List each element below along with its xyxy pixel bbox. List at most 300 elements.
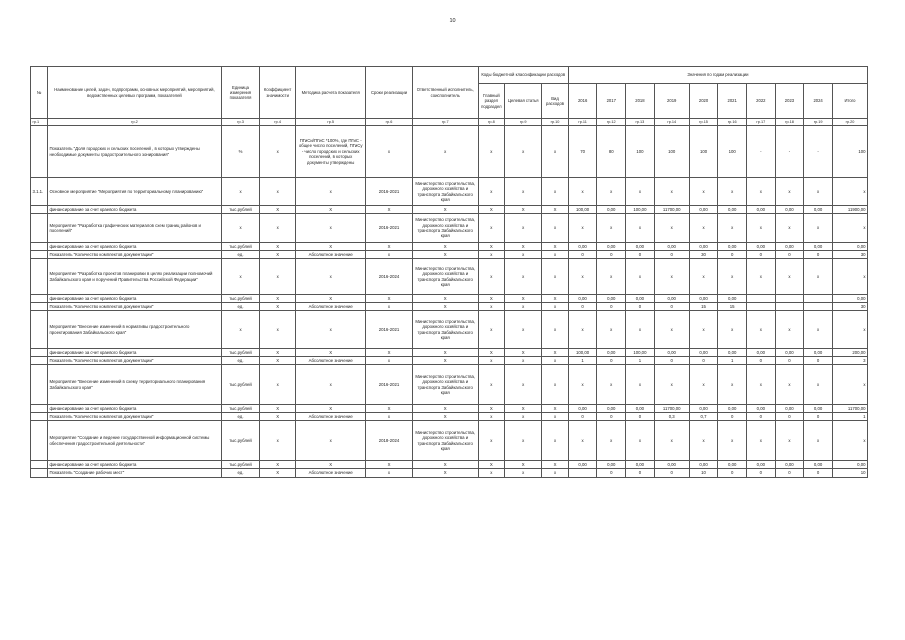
table-row [31,206,868,214]
table-cell: х [626,178,655,206]
table-cell: Х [366,405,413,413]
table-cell: х [478,365,505,405]
column-number-row [31,119,868,126]
table-cell: Х [296,243,366,251]
table-cell: - [775,126,804,178]
table-cell: тыс.рублей [221,243,259,251]
table-cell: 2016-2021 [366,178,413,206]
table-cell: Х [366,243,413,251]
table-cell: Х [296,349,366,357]
table-cell: х [626,421,655,461]
table-cell: х [689,178,718,206]
table-cell: 11700,00 [832,405,867,413]
row-name-cell: Показатель "Количество комплектов документации" [47,413,221,421]
table-cell: Х [505,295,542,303]
column-number-cell: гр.19 [804,119,833,126]
table-cell: 0,00 [718,295,747,303]
table-cell: 0,00 [775,461,804,469]
table-cell: 0 [718,251,747,259]
table-cell: х [775,421,804,461]
table-cell: 0,00 [597,461,626,469]
table-cell: 0,00 [747,349,776,357]
table-cell: 0,00 [775,405,804,413]
table-cell: х [366,251,413,259]
column-number-cell: гр.17 [747,119,776,126]
row-name-cell: Показатель "Количество комплектов документации" [47,357,221,365]
table-cell: 0,00 [689,206,718,214]
table-cell: 0,00 [747,243,776,251]
table-cell: ед. [221,303,259,311]
table-cell: Х [412,405,478,413]
table-cell: 0,00 [626,405,655,413]
row-name-cell: Мероприятие "Внесение изменений в нормативы градостроительного проектирования Забайкальского края" [47,311,221,349]
table-cell: х [626,311,655,349]
table-cell: Х [505,461,542,469]
row-name-cell: Показатель "Создание рабочих мест" [47,469,221,478]
table-cell [31,251,48,259]
column-number-cell: гр.13 [626,119,655,126]
header-year: 2017 [597,84,626,119]
table-cell: х [689,421,718,461]
table-row [31,421,868,461]
table-cell: х [718,421,747,461]
table-cell: х [568,178,597,206]
table-cell: х [718,311,747,349]
table-cell: х [366,357,413,365]
table-cell: Х [366,461,413,469]
table-cell: х [542,365,569,405]
table-cell: 3 [832,357,867,365]
table-cell: 0 [626,251,655,259]
table-cell: 0,00 [718,206,747,214]
row-name-cell: Основное мероприятие "Мероприятия по территориальному планированию" [47,178,221,206]
table-cell: х [260,126,296,178]
table-cell: Х [260,303,296,311]
table-cell: 0 [654,357,689,365]
table-cell: 0,00 [718,243,747,251]
table-row [31,357,868,365]
table-row [31,259,868,295]
row-name-cell: Показатель "Доля городских и сельских поселений , в которых утверждены необходимые документы градостроительного зонирования" [47,126,221,178]
table-row [31,469,868,478]
table-cell: х [478,311,505,349]
table-cell: х [804,311,833,349]
column-number-cell: гр.18 [775,119,804,126]
table-cell: Х [260,243,296,251]
table-cell: Х [412,349,478,357]
table-cell: х [804,214,833,243]
table-cell: 0,00 [626,243,655,251]
table-cell: 0,00 [626,461,655,469]
header-coefficient: Коэффициент значимости [260,67,296,119]
table-cell: 0,00 [832,461,867,469]
table-cell: тыс.рублей [221,421,259,461]
table-cell: х [260,311,296,349]
header-year: 2021 [718,84,747,119]
table-cell: Абсолютное значение [296,413,366,421]
table-cell: 0,00 [568,461,597,469]
table-cell: Абсолютное значение [296,469,366,478]
table-cell: Министерство строительства, дорожного хозяйства и транспорта Забайкальского края [412,178,478,206]
table-cell: 0 [804,469,833,478]
table-cell: Х [296,295,366,303]
table-cell: х [747,365,776,405]
table-cell: х [832,214,867,243]
table-cell: х [478,126,505,178]
table-cell: 0 [597,469,626,478]
table-cell: тыс.рублей [221,206,259,214]
header-year: 2024 [804,84,833,119]
table-cell: х [689,311,718,349]
table-cell: 0,00 [568,243,597,251]
table-cell: 11700,00 [654,405,689,413]
table-cell [804,303,833,311]
table-cell: Х [260,461,296,469]
table-cell: х [260,214,296,243]
table-row [31,214,868,243]
table-cell: 0,00 [747,405,776,413]
table-cell: ед. [221,357,259,365]
header-kbk-type: Вид расходов [542,84,569,119]
table-cell: х [626,214,655,243]
table-cell: 0 [775,357,804,365]
table-cell: 1 [832,413,867,421]
table-cell: х [832,421,867,461]
table-cell: 2016-2021 [366,365,413,405]
table-cell: 100 [689,126,718,178]
table-cell: Министерство строительства, дорожного хозяйства и транспорта Забайкальского края [412,421,478,461]
table-cell: х [689,365,718,405]
table-cell: 0,00 [832,295,867,303]
column-number-cell: гр.15 [689,119,718,126]
table-cell: х [542,469,569,478]
table-cell: х [478,303,505,311]
table-cell: х [804,178,833,206]
table-cell: 0 [568,303,597,311]
table-cell: х [505,178,542,206]
table-cell: Х [542,243,569,251]
table-cell: Х [296,206,366,214]
table-cell: х [505,421,542,461]
table-cell [31,214,48,243]
table-cell: Х [366,206,413,214]
table-cell: х [568,214,597,243]
row-name-cell: Мероприятие "Разработка проектов планировки в целях реализации полномочий Забайкальского края и поручений Правительства Российской Федерации" [47,259,221,295]
table-cell: 0,00 [654,349,689,357]
table-cell: Х [412,295,478,303]
table-cell: х [832,259,867,295]
table-cell: 100 [832,126,867,178]
table-cell: Х [260,295,296,303]
table-row [31,243,868,251]
table-cell: 0,00 [689,405,718,413]
table-cell: 0 [804,251,833,259]
table-cell: 100 [626,126,655,178]
table-cell: х [542,357,569,365]
table-body [31,126,868,478]
table-cell: х [260,259,296,295]
table-cell: Х [478,243,505,251]
table-cell: Х [412,461,478,469]
table-cell: 11700,00 [654,206,689,214]
table-row [31,405,868,413]
table-cell [31,421,48,461]
table-cell: 0 [597,251,626,259]
table-cell: х [654,421,689,461]
table-row [31,413,868,421]
table-cell: 10 [689,469,718,478]
table-cell: Абсолютное значение [296,303,366,311]
table-cell: х [478,259,505,295]
table-cell: 1 [718,357,747,365]
table-cell: х [775,311,804,349]
column-number-cell: гр.20 [832,119,867,126]
header-year: 2022 [747,84,776,119]
table-cell: 0,00 [597,349,626,357]
table-cell: 0 [568,413,597,421]
table-cell: х [654,214,689,243]
table-cell: 100,00 [568,349,597,357]
table-cell: х [804,365,833,405]
table-cell: 0 [747,357,776,365]
table-cell: Х [412,303,478,311]
table-cell: х [478,357,505,365]
table-cell: 0,00 [804,461,833,469]
table-cell: х [478,178,505,206]
column-number-cell: гр.4 [260,119,296,126]
table-cell: х [626,365,655,405]
table-cell [775,303,804,311]
table-cell: х [654,178,689,206]
table-cell: 70 [568,126,597,178]
table-cell: х [296,214,366,243]
table-cell: х [366,303,413,311]
table-cell: 0 [747,251,776,259]
table-cell: х [718,214,747,243]
table-cell [31,365,48,405]
row-name-cell: финансирование за счет краевого бюджета [47,405,221,413]
table-cell: Х [260,206,296,214]
table-cell: Х [260,357,296,365]
table-cell: х [221,311,259,349]
table-cell: Х [296,461,366,469]
table-row [31,461,868,469]
table-cell: 0 [626,303,655,311]
column-number-cell: гр.9 [505,119,542,126]
row-name-cell: финансирование за счет краевого бюджета [47,461,221,469]
table-cell: Х [478,405,505,413]
table-cell: х [221,214,259,243]
table-cell: Министерство строительства, дорожного хозяйства и транспорта Забайкальского края [412,365,478,405]
table-cell: Х [296,405,366,413]
table-cell: 30 [689,251,718,259]
header-total: Итого [832,84,867,119]
table-cell: х [366,469,413,478]
column-number-cell: гр.7 [412,119,478,126]
table-cell: 0,00 [597,206,626,214]
table-cell: 0,00 [597,243,626,251]
table-cell: 0 [626,469,655,478]
table-cell: Х [542,405,569,413]
table-cell: 0,00 [747,461,776,469]
table-cell: 2016-2024 [366,259,413,295]
table-cell: Х [412,243,478,251]
table-cell: х [542,259,569,295]
table-cell: 80 [597,126,626,178]
page-number: 10 [449,18,456,24]
column-number-cell: гр.8 [478,119,505,126]
table-cell: 100 [654,126,689,178]
table-cell: х [568,311,597,349]
table-cell: Х [505,243,542,251]
table-cell: 0 [775,251,804,259]
column-number-cell: гр.16 [718,119,747,126]
table-cell: 0 [747,413,776,421]
table-cell: х [718,178,747,206]
table-cell: х [542,126,569,178]
table-cell: тыс.рублей [221,461,259,469]
table-cell: 0,00 [654,243,689,251]
table-cell: - [804,126,833,178]
table-cell: 0,00 [689,349,718,357]
table-cell: х [718,365,747,405]
table-cell: х [296,178,366,206]
table-row [31,303,868,311]
table-cell: х [505,214,542,243]
table-cell: Министерство строительства, дорожного хозяйства и транспорта Забайкальского края [412,214,478,243]
table-cell: 0 [654,251,689,259]
table-cell: х [221,178,259,206]
table-cell: 0 [597,413,626,421]
table-cell: 100 [718,126,747,178]
row-name-cell: финансирование за счет краевого бюджета [47,295,221,303]
table-cell [31,405,48,413]
row-name-cell: финансирование за счет краевого бюджета [47,243,221,251]
table-cell: тыс.рублей [221,365,259,405]
table-cell: 3.1.1. [31,178,48,206]
header-year: 2023 [775,84,804,119]
table-cell: 0,00 [804,405,833,413]
table-cell: Х [260,405,296,413]
table-cell: 1 [568,357,597,365]
table-cell: х [654,365,689,405]
table-cell: 0,00 [718,461,747,469]
table-cell: х [296,259,366,295]
table-cell [31,469,48,478]
table-row [31,295,868,303]
header-year: 2019 [654,84,689,119]
column-number-cell: гр.12 [597,119,626,126]
table-cell: 0,00 [804,243,833,251]
table-cell: 0 [568,251,597,259]
table-cell [31,461,48,469]
table-cell: х [775,178,804,206]
header-unit: Единица измерения показателя [221,67,259,119]
table-cell: тыс.рублей [221,349,259,357]
table-cell: х [832,178,867,206]
header-kbk-section: Главный раздел подраздел [478,84,505,119]
table-cell: 0,00 [597,405,626,413]
header-kbk-group: Коды бюджетной классификации расходов [478,67,568,84]
table-cell: х [260,178,296,206]
table-cell: Х [260,413,296,421]
table-cell: Х [542,295,569,303]
table-cell: 0,00 [568,295,597,303]
table-cell [31,311,48,349]
table-cell: х [505,357,542,365]
table-cell: х [747,311,776,349]
row-name-cell: финансирование за счет краевого бюджета [47,349,221,357]
table-cell: х [505,311,542,349]
table-cell: Х [260,469,296,478]
header-year: 2016 [568,84,597,119]
table-cell: х [775,365,804,405]
table-row [31,178,868,206]
table-cell [775,295,804,303]
table-cell: 0 [626,413,655,421]
table-cell: 0 [597,357,626,365]
table-cell: 0,7 [689,413,718,421]
table-cell: Х [505,349,542,357]
table-cell: х [542,421,569,461]
table-cell: х [505,126,542,178]
table-cell: Х [478,349,505,357]
table-cell: 0 [597,303,626,311]
table-cell: 0 [718,413,747,421]
table-cell: Х [542,349,569,357]
table-cell: х [505,303,542,311]
table-cell: х [804,421,833,461]
table-cell: Абсолютное значение [296,251,366,259]
table-cell: 11900,00 [832,206,867,214]
table-cell: х [747,214,776,243]
table-cell: х [542,214,569,243]
table-cell: х [568,421,597,461]
table-cell: 0,00 [747,206,776,214]
table-cell: х [747,421,776,461]
table-cell: Х [412,413,478,421]
column-number-cell: гр.2 [47,119,221,126]
table-cell: 0,00 [718,405,747,413]
table-cell: 0 [775,469,804,478]
table-cell: х [626,259,655,295]
table-cell: 10 [832,469,867,478]
table-cell: Х [366,295,413,303]
table-cell: 0 [775,413,804,421]
header-executor: Ответственный исполнитель, соисполнитель [412,67,478,119]
table-cell: 0,00 [775,243,804,251]
table-cell: х [654,259,689,295]
table-cell: Х [542,461,569,469]
column-number-cell: гр.3 [221,119,259,126]
table-cell: х [478,421,505,461]
table-cell: х [597,365,626,405]
table-cell: 0,00 [654,295,689,303]
table-cell: Х [412,357,478,365]
table-cell: х [478,469,505,478]
table-cell: 0,00 [832,243,867,251]
table-cell: х [260,421,296,461]
row-name-cell: Мероприятие "Внесение изменений в схему территориального планирования Забайкальского края" [47,365,221,405]
table-cell: 0 [718,469,747,478]
table-cell [31,413,48,421]
header-method: Методика расчета показателя [296,67,366,119]
column-number-cell: гр.10 [542,119,569,126]
table-cell: 2016-2021 [366,214,413,243]
table-cell: 0,3 [654,413,689,421]
header-kbk-article: Целевая статья [505,84,542,119]
table-cell: х [542,251,569,259]
